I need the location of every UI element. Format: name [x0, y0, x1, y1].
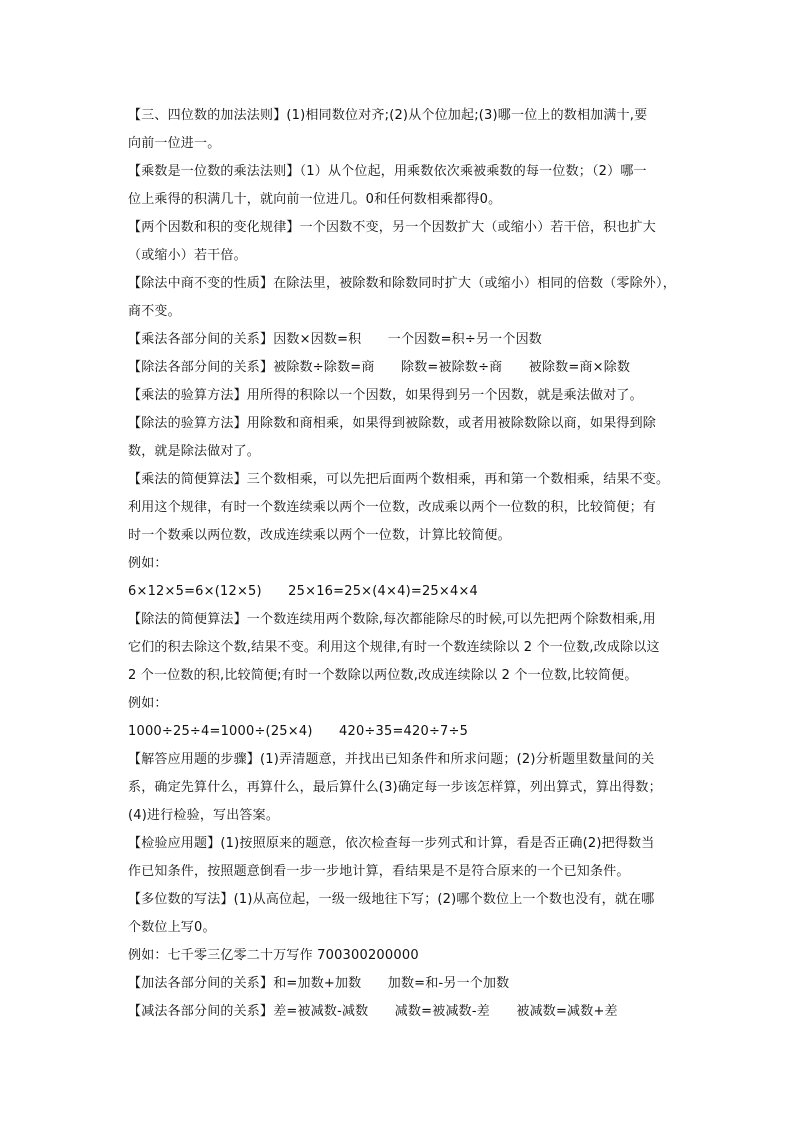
- text-line: 向前一位进一。: [128, 136, 221, 151]
- text-line: 时一个数乘以两位数，改成连续乘以两个一位数，计算比较简便。: [128, 528, 511, 543]
- text-line: 数，就是除法做对了。: [128, 444, 261, 459]
- text-line: 【除法各部分间的关系】被除数÷除数=商 除数=被除数÷商 被除数=商×除数: [128, 360, 631, 375]
- text-line: 位上乘得的积满几十，就向前一位进几。0和任何数相乘都得0。: [128, 192, 502, 207]
- text-line: 6×12×5=6×(12×5) 25×16=25×(4×4)=25×4×4: [128, 584, 479, 599]
- text-line: 【加法各部分间的关系】和=加数+加数 加数=和-另一个加数: [128, 976, 510, 991]
- text-line: 利用这个规律，有时一个数连续乘以两个一位数，改成乘以两个一位数的积，比较简便；有: [128, 500, 657, 515]
- text-line: 【除法的验算方法】用除数和商相乘，如果得到被除数，或者用被除数除以商，如果得到除: [128, 416, 657, 431]
- text-line: 个数位上写0。: [128, 920, 216, 935]
- text-line: 【多位数的写法】(1)从高位起，一级一级地往下写；(2)哪个数位上一个数也没有，就在哪: [128, 892, 655, 907]
- text-line: 例如：七千零三亿零二十万写作 700300200000: [128, 948, 419, 963]
- text-line: （或缩小）若干倍。: [128, 248, 247, 263]
- text-line: 【三、四位数的加法法则】(1)相同数位对齐;(2)从个位加起;(3)哪一位上的数相加满十,要: [128, 108, 648, 123]
- text-line: 它们的积去除这个数,结果不变。利用这个规律,有时一个数连续除以 2 个一位数,改成除以这: [128, 640, 660, 655]
- text-line: 系，确定先算什么，再算什么，最后算什么(3)确定每一步该怎样算，列出算式，算出得数；: [128, 780, 662, 795]
- text-line: 例如：: [128, 696, 168, 711]
- text-line: 【乘法的简便算法】三个数相乘，可以先把后面两个数相乘，再和第一个数相乘，结果不变。: [128, 472, 670, 487]
- text-line: 2 个一位数的积,比较简便;有时一个数除以两位数,改成连续除以 2 个一位数,比较简便。: [128, 668, 638, 683]
- text-line: 【乘法的验算方法】用所得的积除以一个因数，如果得到另一个因数，就是乘法做对了。: [128, 388, 643, 403]
- text-line: 【解答应用题的步骤】(1)弄清题意，并找出已知条件和所求问题；(2)分析题里数量间的关: [128, 752, 655, 767]
- text-line: 1000÷25÷4=1000÷(25×4) 420÷35=420÷7÷5: [128, 724, 469, 739]
- text-line: 例如：: [128, 556, 168, 571]
- text-line: 【减法各部分间的关系】差=被减数-减数 减数=被减数-差 被减数=减数+差: [128, 1004, 618, 1019]
- text-line: 【乘法各部分间的关系】因数×因数=积 一个因数=积÷另一个因数: [128, 332, 542, 347]
- text-line: 作已知条件，按照题意倒看一步一步地计算，看结果是不是符合原来的一个已知条件。: [128, 864, 630, 879]
- text-line: 【除法中商不变的性质】在除法里，被除数和除数同时扩大（或缩小）相同的倍数（零除外），: [128, 276, 676, 291]
- text-line: 【除法的简便算法】一个数连续用两个数除,每次都能除尽的时候,可以先把两个除数相乘,用: [128, 612, 656, 627]
- document-body: [128, 102, 688, 1026]
- text-line: 【两个因数和积的变化规律】一个因数不变，另一个因数扩大（或缩小）若干倍，积也扩大: [128, 220, 657, 235]
- text-line: (4)进行检验，写出答案。: [128, 808, 280, 823]
- text-line: 商不变。: [128, 304, 181, 319]
- text-line: 【乘数是一位数的乘法法则】（1）从个位起，用乘数依次乘被乘数的每一位数；（2）哪一: [128, 164, 647, 179]
- text-line: 【检验应用题】(1)按照原来的题意，依次检查每一步列式和计算，看是否正确(2)把得数当: [128, 836, 655, 851]
